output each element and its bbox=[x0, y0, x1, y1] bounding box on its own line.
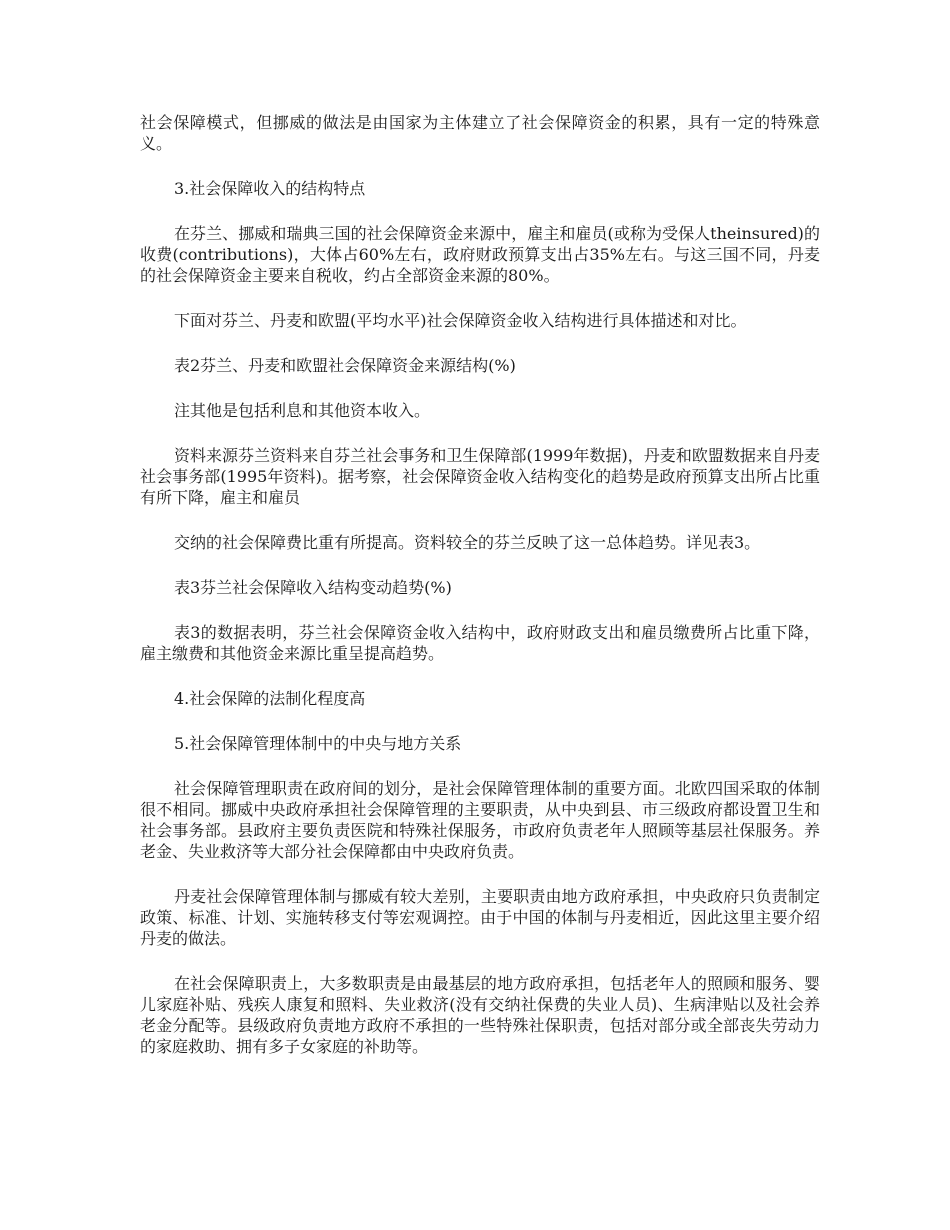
paragraph-data-source: 资料来源芬兰资料来自芬兰社会事务和卫生保障部(1999年数据)，丹麦和欧盟数据来自丹麦社会事务部(1995年资料)。据考察，社会保障资金收入结构变化的趋势是政府预算支出所占比重有所下降，雇主和雇员 bbox=[140, 446, 820, 507]
paragraph-table3-findings: 表3的数据表明，芬兰社会保障资金收入结构中，政府财政支出和雇员缴费所占比重下降，雇主缴费和其他资金来源比重呈提高趋势。 bbox=[140, 623, 820, 663]
section-heading-legal: 4.社会保障的法制化程度高 bbox=[174, 689, 366, 708]
table-note: 注其他是包括利息和其他资本收入。 bbox=[174, 401, 431, 420]
paragraph-continuation: 社会保障模式，但挪威的做法是由国家为主体建立了社会保障资金的积累，具有一定的特殊意义。 bbox=[140, 113, 820, 153]
table-caption-3: 表3芬兰社会保障收入结构变动趋势(%) bbox=[174, 578, 452, 597]
section-heading-central-local: 5.社会保障管理体制中的中央与地方关系 bbox=[174, 734, 462, 753]
paragraph-nordic-sources: 在芬兰、挪威和瑞典三国的社会保障资金来源中，雇主和雇员(或称为受保人theinsured)的收费(contributions)，大体占60%左右，政府财政预算支出占35%左右。与这三国不同，丹麦的社会保障资金主要来自税收，约占全部资金来源的80%。 bbox=[140, 224, 820, 285]
section-heading-income-structure: 3.社会保障收入的结构特点 bbox=[174, 179, 366, 198]
table-caption-2: 表2芬兰、丹麦和欧盟社会保障资金来源结构(%) bbox=[174, 356, 516, 375]
paragraph-finland-trend: 交纳的社会保障费比重有所提高。资料较全的芬兰反映了这一总体趋势。详见表3。 bbox=[174, 533, 761, 552]
paragraph-local-duties: 在社会保障职责上，大多数职责是由最基层的地方政府承担，包括老年人的照顾和服务、婴儿家庭补贴、残疾人康复和照料、失业救济(没有交纳社保费的失业人员)、生病津贴以及社会养老金分配等。县级政府负责地方政府不承担的一些特殊社保职责，包括对部分或全部丧失劳动力的家庭救助、拥有多子女家庭的补助等。 bbox=[140, 974, 820, 1056]
paragraph-norway-system: 社会保障管理职责在政府间的划分，是社会保障管理体制的重要方面。北欧四国采取的体制很不相同。挪威中央政府承担社会保障管理的主要职责，从中央到县、市三级政府都设置卫生和社会事务部。县政府主要负责医院和特殊社保服务，市政府负责老年人照顾等基层社保服务。养老金、失业救济等大部分社会保障都由中央政府负责。 bbox=[140, 779, 820, 861]
document-body bbox=[140, 112, 820, 1081]
paragraph-denmark-system: 丹麦社会保障管理体制与挪威有较大差别，主要职责由地方政府承担，中央政府只负责制定政策、标准、计划、实施转移支付等宏观调控。由于中国的体制与丹麦相近，因此这里主要介绍丹麦的做法。 bbox=[140, 887, 820, 948]
paragraph-comparison-intro: 下面对芬兰、丹麦和欧盟(平均水平)社会保障资金收入结构进行具体描述和对比。 bbox=[174, 311, 747, 330]
